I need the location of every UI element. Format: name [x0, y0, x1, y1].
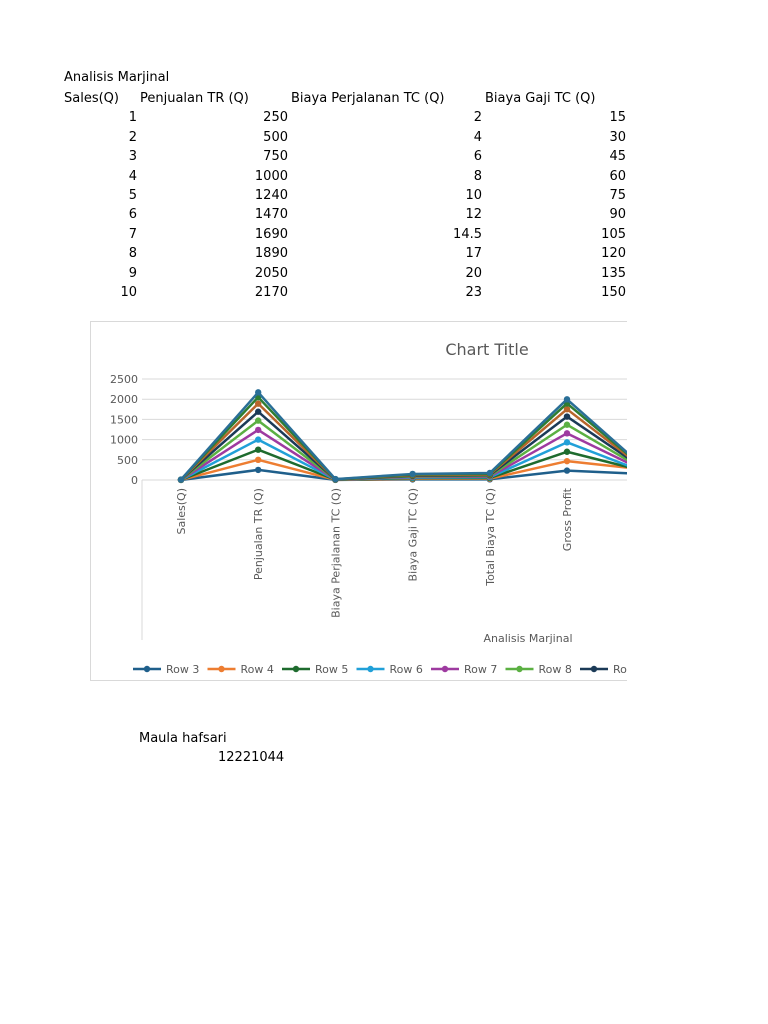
table-cell: 135: [601, 265, 626, 281]
table-cell: 20: [465, 265, 482, 281]
data-point: [255, 417, 261, 423]
chart-container[interactable]: [90, 321, 627, 681]
table-cell: 17: [465, 246, 482, 262]
y-tick-label: 500: [117, 453, 138, 467]
data-point: [564, 413, 570, 419]
header-sales: Sales(Q): [64, 91, 119, 106]
legend-marker: [516, 666, 522, 672]
table-row: [64, 244, 626, 263]
table-row: [64, 147, 626, 166]
table-cell: 7: [128, 226, 137, 242]
y-tick-label: 1000: [110, 433, 138, 447]
series-line: [181, 404, 627, 480]
table-cell: 90: [609, 207, 626, 223]
table-row: [64, 225, 626, 244]
table-cell: 250: [263, 110, 288, 126]
table-cell: 750: [263, 149, 288, 165]
table-cell: 3: [128, 149, 137, 165]
data-point: [564, 439, 570, 445]
legend-label: Row 6: [389, 663, 423, 676]
table-cell: 23: [465, 284, 482, 300]
table-cell: 4: [473, 129, 482, 145]
table-row: [64, 108, 626, 127]
table-cell: 105: [601, 226, 626, 242]
chart-title: Chart Title: [445, 340, 529, 359]
data-point: [255, 389, 261, 395]
legend-marker: [367, 666, 373, 672]
data-table: [64, 89, 626, 302]
table-cell: 15: [609, 110, 626, 126]
legend-marker: [144, 666, 150, 672]
table-cell: 10: [465, 187, 482, 203]
table-cell: 8: [128, 246, 137, 262]
table-cell: 6: [473, 149, 482, 165]
line-chart: [91, 322, 627, 680]
table-cell: 1690: [254, 226, 288, 242]
data-point: [255, 400, 261, 406]
header-biaya-gaji: Biaya Gaji TC (Q): [485, 91, 596, 106]
data-point: [564, 430, 570, 436]
data-point: [564, 422, 570, 428]
table-row: [64, 264, 626, 283]
header-penjualan: Penjualan TR (Q): [140, 91, 249, 106]
y-tick-label: 2000: [110, 393, 138, 407]
table-cell: 30: [609, 129, 626, 145]
x-tick-label: Biaya Perjalanan TC (Q): [329, 488, 343, 618]
data-point: [409, 471, 415, 477]
legend-label: Row 8: [538, 663, 572, 676]
table-cell: 1890: [254, 246, 288, 262]
table-cell: 9: [128, 265, 137, 281]
data-point: [255, 409, 261, 415]
x-tick-label: Total Biaya TC (Q): [483, 488, 497, 586]
author-id: 12221044: [218, 750, 285, 765]
author-name: Maula hafsari: [139, 731, 227, 746]
data-point: [332, 476, 338, 482]
data-point: [564, 467, 570, 473]
header-biaya-perjalanan: Biaya Perjalanan TC (Q): [291, 91, 445, 106]
table-cell: 60: [609, 168, 626, 184]
table-cell: 75: [609, 187, 626, 203]
table-cell: 4: [128, 168, 137, 184]
table-cell: 1000: [254, 168, 288, 184]
data-point: [255, 457, 261, 463]
table-cell: 120: [601, 246, 626, 262]
table-row: [64, 186, 626, 205]
x-tick-label: Penjualan TR (Q): [252, 488, 266, 581]
table-cell: 2: [128, 129, 137, 145]
table-cell: 2: [473, 110, 482, 126]
table-cell: 1: [128, 110, 137, 126]
data-point: [564, 396, 570, 402]
sheet-title: Analisis Marjinal: [64, 70, 170, 85]
data-point: [487, 470, 493, 476]
table-cell: 1470: [254, 207, 288, 223]
table-cell: 500: [263, 129, 288, 145]
table-cell: 150: [601, 284, 626, 300]
table-cell: 5: [128, 187, 137, 203]
table-cell: 2170: [254, 284, 288, 300]
table-cell: 12: [465, 207, 482, 223]
legend-label: Row 4: [240, 663, 274, 676]
legend-marker: [442, 666, 448, 672]
data-point: [178, 476, 184, 482]
legend-label: Row 7: [464, 663, 498, 676]
y-tick-label: 2500: [110, 373, 138, 386]
legend-marker: [591, 666, 597, 672]
y-tick-label: 1500: [110, 413, 138, 427]
table-cell: 1240: [254, 187, 288, 203]
data-point: [255, 436, 261, 442]
data-point: [255, 467, 261, 473]
table-cell: 14.5: [453, 226, 482, 242]
table-row: [64, 283, 626, 302]
legend-marker: [293, 666, 299, 672]
table-row: [64, 128, 626, 147]
table-row: [64, 167, 626, 186]
data-point: [255, 447, 261, 453]
x-tick-label: Gross Profit: [561, 488, 574, 552]
legend-label: Ro: [613, 663, 627, 676]
data-point: [564, 449, 570, 455]
y-tick-label: 0: [131, 474, 138, 487]
table-cell: 8: [473, 168, 482, 184]
table-cell: 10: [120, 284, 137, 300]
legend-label: Row 5: [315, 663, 349, 676]
table-cell: 45: [609, 149, 626, 165]
x-axis-title: Analisis Marjinal: [483, 632, 573, 645]
data-point: [564, 458, 570, 464]
legend-label: Row 3: [166, 663, 200, 676]
x-tick-label: Sales(Q): [175, 488, 188, 535]
table-row: [64, 205, 626, 224]
table-cell: 2050: [254, 265, 288, 281]
table-header-row: [64, 89, 626, 108]
table-cell: 6: [128, 207, 137, 223]
x-tick-label: Biaya Gaji TC (Q): [406, 488, 420, 582]
legend-marker: [218, 666, 224, 672]
data-point: [255, 427, 261, 433]
